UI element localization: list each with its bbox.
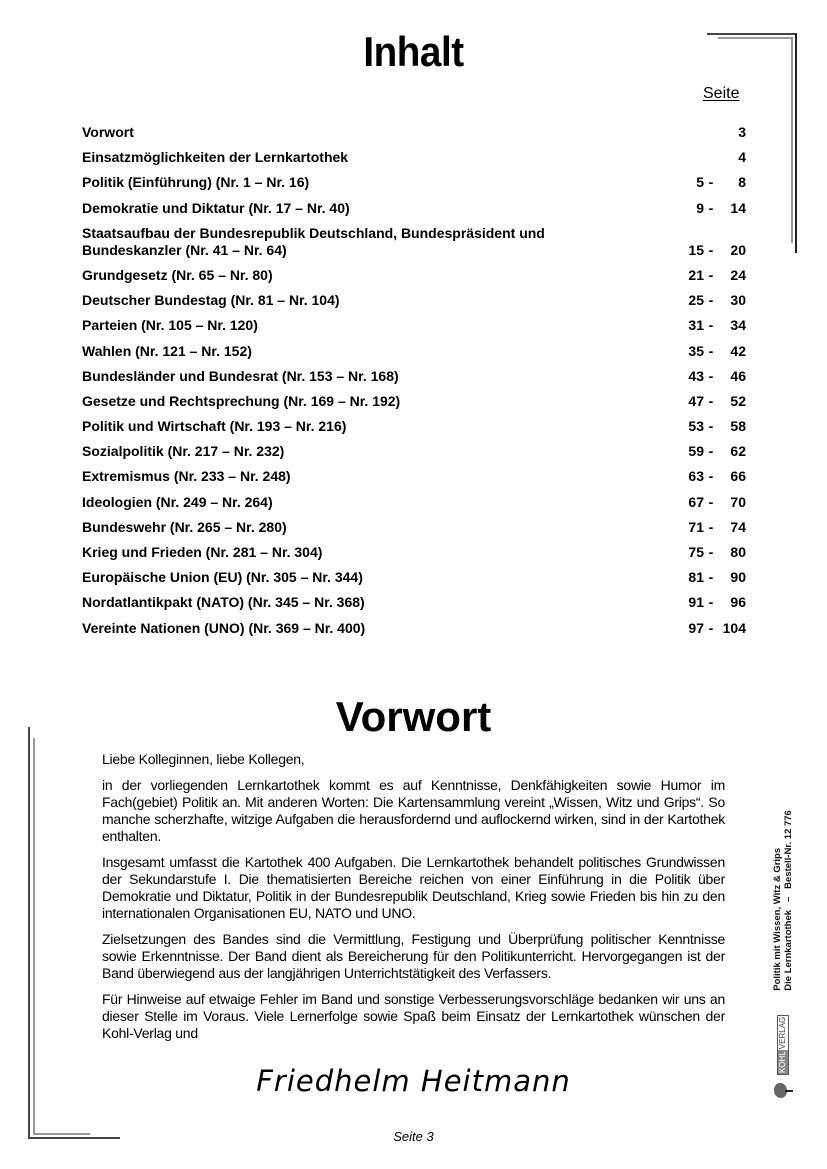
toc-page-to: 4 (738, 149, 746, 166)
toc-page-column-header: Seite (703, 85, 740, 102)
toc-title: Inhalt (363, 28, 464, 75)
author-signature: Friedhelm Heitmann (256, 1064, 571, 1098)
toc-page-from: 71 (688, 518, 704, 535)
toc-entry-label: Nordatlantikpakt (NATO) (Nr. 345 – Nr. 368) (82, 594, 365, 611)
publisher-logo-text: KOHL VERLAG (778, 1016, 787, 1073)
toc-entry[interactable] (82, 267, 746, 284)
toc-entry-label: Staatsaufbau der Bundesrepublik Deutschland, Bundespräsident und Bundeskanzler (Nr. 41 – Nr. 64) (82, 224, 545, 258)
toc-page-dash: - (708, 392, 714, 409)
toc-entry-pages (670, 242, 746, 259)
toc-entry-pages (670, 317, 746, 334)
toc-entry-pages (670, 292, 746, 309)
toc-entry[interactable] (82, 317, 746, 334)
toc-page-dash: - (708, 418, 714, 435)
toc-entry-pages (670, 620, 746, 637)
toc-entry-label: Vorwort (82, 124, 134, 140)
toc-page-to: 58 (730, 418, 746, 435)
toc-page-dash: - (708, 518, 714, 535)
toc-page-from: 5 (696, 174, 704, 191)
toc-page-from: 97 (688, 619, 704, 636)
toc-page-from: 63 (688, 468, 704, 485)
toc-page-dash: - (708, 367, 714, 384)
toc-page-to: 42 (730, 342, 746, 359)
toc-entry-label: Gesetze und Rechtsprechung (Nr. 169 – Nr. 192) (82, 392, 401, 409)
toc-page-dash (704, 149, 718, 166)
toc-entry-label: Bundesländer und Bundesrat (Nr. 153 – Nr. 168) (82, 367, 399, 384)
toc-page-dash: - (708, 594, 714, 611)
imprint-text (772, 810, 794, 991)
toc-page-from: 91 (688, 594, 704, 611)
toc-page-from: 75 (688, 544, 704, 560)
toc-entry-label: Ideologien (Nr. 249 – Nr. 264) (82, 493, 273, 510)
toc-entry-label: Bundeswehr (Nr. 265 – Nr. 280) (82, 518, 287, 535)
toc-entry[interactable] (82, 443, 746, 460)
toc-page-dash: - (708, 342, 714, 359)
toc-page-dash: - (708, 241, 714, 258)
toc-page-dash: - (708, 569, 714, 586)
toc-page-from: 59 (688, 443, 704, 460)
toc-entry-label: Parteien (Nr. 105 – Nr. 120) (82, 317, 258, 334)
toc-page-to: 20 (730, 241, 746, 258)
toc-page-from: 25 (688, 292, 704, 309)
toc-page-from (670, 149, 704, 166)
publisher-logo (774, 1015, 792, 1098)
toc-entry-pages (670, 569, 746, 586)
preface-paragraph: in der vorliegenden Lernkartothek kommt es auf Kenntnisse, Denkfähigkeiten sowie Humor im Fach(gebiet) Politik an. Mit anderen Worten: Die Kartensammlung vereint „Wissen, Witz und Grips“. So manche scherzhafte, witzige Aufgaben die herausfordernd und auflockernd wirken, sind in der Kartothek enthalten. (102, 777, 725, 844)
toc-page-to: 46 (730, 367, 746, 384)
toc-entry-label: Wahlen (Nr. 121 – Nr. 152) (82, 342, 252, 359)
toc-page-from: 15 (688, 241, 704, 258)
toc-entry[interactable] (82, 569, 746, 586)
side-imprint (772, 798, 794, 1098)
toc-entry[interactable] (82, 149, 746, 166)
table-of-contents (82, 124, 746, 645)
toc-entry[interactable] (82, 620, 746, 637)
toc-entry-label: Krieg und Frieden (Nr. 281 – Nr. 304) (82, 544, 323, 560)
toc-entry-label: Europäische Union (EU) (Nr. 305 – Nr. 344) (82, 569, 363, 586)
toc-entry-pages (670, 544, 746, 561)
toc-page-from: 31 (688, 317, 704, 334)
toc-entry-label: Deutscher Bundestag (Nr. 81 – Nr. 104) (82, 292, 340, 309)
toc-entry[interactable] (82, 418, 746, 435)
imprint-order-number: Die Lernkartothek – Bestell-Nr. 12 776 (783, 810, 794, 991)
toc-entry-label: Extremismus (Nr. 233 – Nr. 248) (82, 468, 291, 485)
preface-paragraph: Insgesamt umfasst die Kartothek 400 Aufgaben. Die Lernkartothek behandelt politisches Grundwissen der Sekundarstufe I. Die thematisierten Bereiche reichen von einer Einführung in die Politik über Demokratie und Diktatur, Politik in der Bundesrepublik Deutschland, Krieg sowie Frieden bis hin zu den internationalen Organisationen EU, NATO und UNO. (102, 854, 725, 921)
toc-entry-pages (670, 200, 746, 217)
toc-entry[interactable] (82, 393, 746, 410)
toc-page-dash: - (708, 468, 714, 485)
toc-entry-label: Sozialpolitik (Nr. 217 – Nr. 232) (82, 443, 285, 460)
toc-page-to: 90 (730, 569, 746, 586)
toc-page-to: 52 (730, 392, 746, 409)
toc-entry-label: Politik und Wirtschaft (Nr. 193 – Nr. 216) (82, 418, 347, 435)
toc-page-to: 3 (738, 124, 746, 140)
toc-entry[interactable] (82, 343, 746, 360)
toc-entry-label: Demokratie und Diktatur (Nr. 17 – Nr. 40) (82, 199, 350, 216)
toc-entry-pages (670, 519, 746, 536)
toc-page-to: 80 (730, 544, 746, 560)
toc-page-from: 67 (688, 493, 704, 510)
toc-entry-pages (670, 124, 746, 141)
toc-page-dash: - (708, 292, 714, 309)
toc-page-from: 53 (688, 418, 704, 435)
toc-entry-pages (670, 343, 746, 360)
toc-page-dash: - (708, 266, 714, 283)
toc-entry[interactable] (82, 594, 746, 611)
preface-paragraph: Zielsetzungen des Bandes sind die Vermittlung, Festigung und Überprüfung politischer Kenntnisse sowie Erkenntnisse. Der Band dient als Bereicherung für den Politikunterricht. Hervorgegangen ist der Band überwiegend aus der langjährigen Unterrichtstätigkeit des Verfassers. (102, 931, 725, 981)
toc-page-dash (704, 124, 718, 141)
toc-page-to: 14 (730, 199, 746, 216)
toc-entry[interactable] (82, 225, 746, 259)
toc-page-dash: - (708, 493, 714, 510)
toc-entry[interactable] (82, 519, 746, 536)
toc-page-to: 24 (730, 266, 746, 283)
tree-icon (774, 1078, 792, 1098)
toc-page-from: 47 (688, 392, 704, 409)
toc-entry-pages (670, 594, 746, 611)
toc-page-dash: - (708, 174, 714, 191)
preface-paragraph: Für Hinweise auf etwaige Fehler im Band und sonstige Verbesserungsvorschläge bedanken wir uns an dieser Stelle im Voraus. Viele Lernerfolge sowie Spaß beim Einsatz der Lernkartothek wünschen der Kohl-Verlag und (102, 991, 725, 1041)
preface-title: Vorwort (335, 693, 492, 740)
toc-page-to: 66 (730, 468, 746, 485)
toc-page-from: 43 (688, 367, 704, 384)
imprint-title: Politik mit Wissen, Witz & Grips (772, 847, 783, 991)
frame-top-right-outer-side (795, 33, 797, 253)
toc-page-to: 34 (730, 317, 746, 334)
toc-entry[interactable] (82, 468, 746, 485)
toc-entry-pages (670, 267, 746, 284)
toc-entry-pages (670, 368, 746, 385)
toc-entry-pages (670, 174, 746, 191)
toc-page-to: 8 (738, 174, 746, 191)
toc-page-dash: - (708, 619, 714, 636)
toc-entry[interactable] (82, 200, 746, 217)
toc-page-from: 81 (688, 569, 704, 586)
toc-page-to: 30 (730, 292, 746, 309)
toc-entry-pages (670, 494, 746, 511)
toc-page-to: 74 (730, 518, 746, 535)
toc-page-from: 35 (688, 342, 704, 359)
toc-entry-pages (670, 393, 746, 410)
toc-entry-pages (670, 418, 746, 435)
toc-entry-label: Einsatzmöglichkeiten der Lernkartothek (82, 149, 349, 166)
toc-page-from: 9 (696, 199, 704, 216)
toc-page-to: 104 (722, 619, 746, 636)
preface-salutation: Liebe Kolleginnen, liebe Kollegen, (102, 751, 305, 767)
toc-page-dash: - (708, 443, 714, 460)
toc-page-from: 21 (688, 266, 704, 283)
toc-entry[interactable] (82, 368, 746, 385)
toc-entry[interactable] (82, 494, 746, 511)
toc-entry-pages (670, 443, 746, 460)
preface-body (102, 751, 725, 1051)
toc-page-to: 96 (730, 594, 746, 611)
toc-page-to: 70 (730, 493, 746, 510)
page-number: Seite 3 (393, 1129, 434, 1144)
toc-entry[interactable] (82, 124, 746, 141)
toc-page-dash: - (708, 199, 714, 216)
toc-page-from (670, 124, 704, 141)
toc-entry-pages (670, 149, 746, 166)
toc-entry-label: Politik (Einführung) (Nr. 1 – Nr. 16) (82, 174, 310, 191)
toc-entry[interactable] (82, 174, 746, 191)
toc-page-to: 62 (730, 443, 746, 460)
toc-entry[interactable] (82, 292, 746, 309)
toc-entry-pages (670, 468, 746, 485)
toc-entry-label: Grundgesetz (Nr. 65 – Nr. 80) (82, 266, 273, 283)
toc-entry[interactable] (82, 544, 746, 561)
toc-page-dash: - (708, 317, 714, 334)
toc-entry-label: Vereinte Nationen (UNO) (Nr. 369 – Nr. 400) (82, 619, 366, 636)
toc-page-dash: - (708, 544, 714, 560)
